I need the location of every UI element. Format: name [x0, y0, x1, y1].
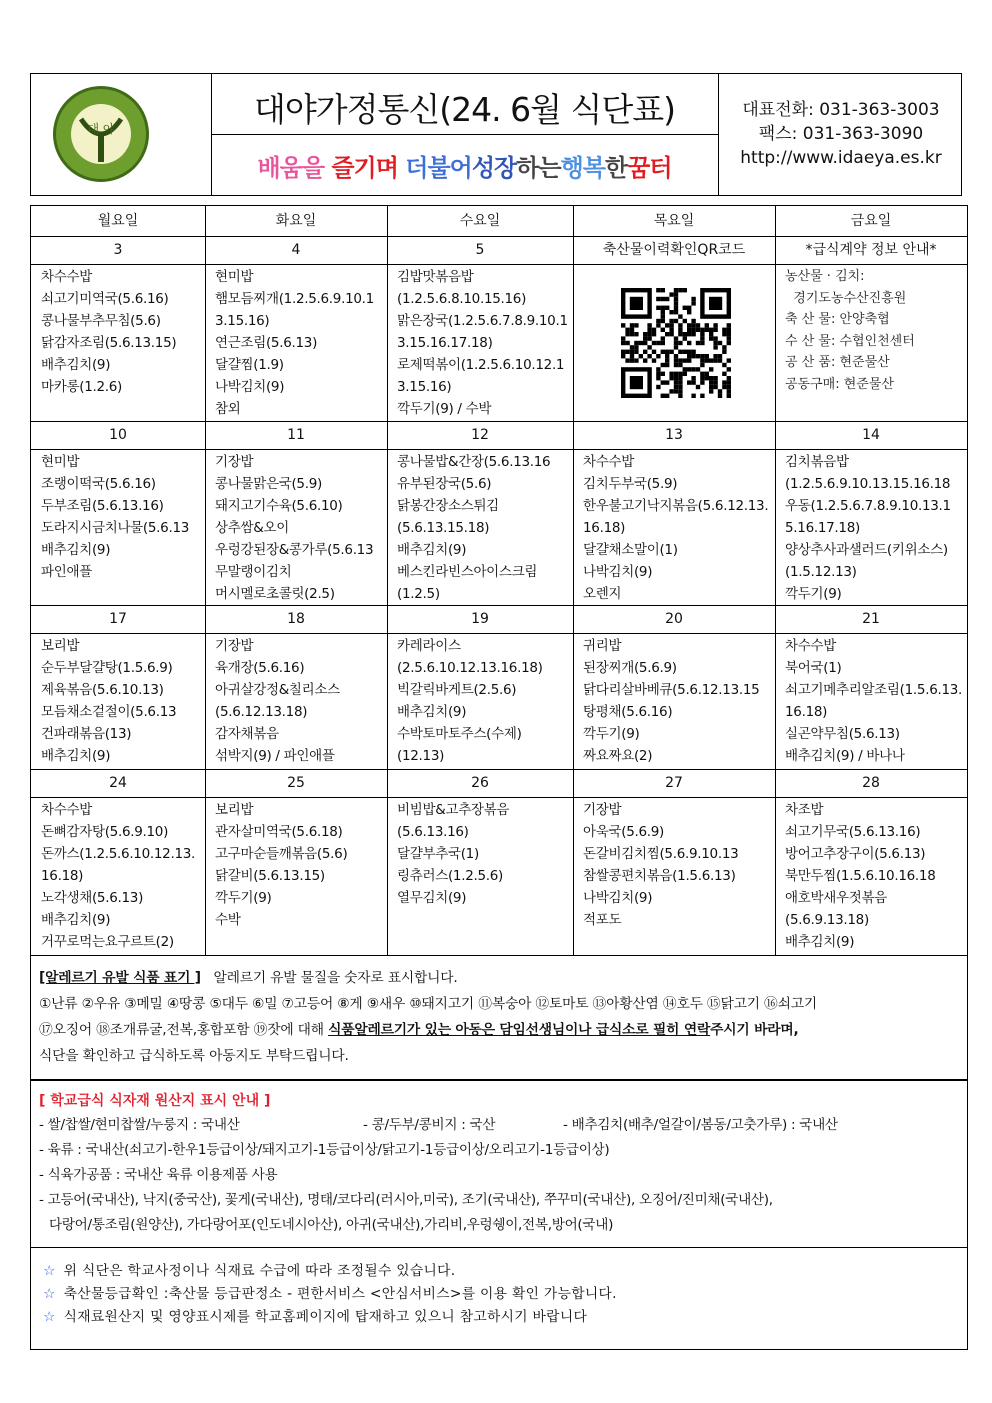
- menu-item: 감자채볶음: [215, 726, 279, 742]
- menu-item: 상추쌈&오이: [215, 520, 289, 536]
- menu-item: 카레라이스: [397, 638, 461, 654]
- menu-item: 고구마순들깨볶음(5.6): [215, 846, 348, 862]
- star-icon: ☆: [43, 1309, 56, 1325]
- slogan-part: 행복: [560, 154, 605, 182]
- menu-item: (5.6.13.16): [397, 824, 469, 840]
- menu-item: 보리밥: [41, 638, 80, 654]
- menu-cell: [31, 633, 205, 769]
- menu-item: 깍두기(9): [785, 586, 842, 602]
- menu-item: 양상추사과샐러드(키위소스)(1.5.12.13): [785, 542, 948, 580]
- menu-item: 북만두찜(1.5.6.10.16.18: [785, 868, 936, 884]
- menu-item: 북어국(1): [785, 660, 842, 676]
- date-label: 17: [109, 611, 127, 627]
- menu-item: 쇠고기무국(5.6.13.16): [785, 824, 921, 840]
- fax-number: 팩스: 031-363-3090: [758, 124, 924, 144]
- menu-item: 비빔밥&고추장볶음: [397, 802, 510, 818]
- menu-cell: [573, 797, 775, 955]
- menu-item: 배추김치(9) / 바나나: [785, 748, 905, 764]
- menu-item: 배추김치(9): [41, 357, 111, 373]
- slogan-part: 한: [604, 154, 628, 182]
- origin-rice: - 쌀/찹쌀/현미찹쌀/누룽지 : 국내산: [39, 1117, 240, 1133]
- origin-seafood-1: - 고등어(국내산), 낙지(중국산), 꽃게(국내산), 명태/코다리(러시아,미국), 조기(국내산), 쭈꾸미(국내산), 오징어/진미채(국내산),: [39, 1192, 773, 1208]
- menu-item: (2.5.6.10.12.13.16.18): [397, 660, 543, 676]
- menu-item: 파인애플: [41, 564, 92, 580]
- weekday-header: 월요일: [97, 213, 139, 229]
- menu-table: [30, 205, 968, 956]
- contact-area: [721, 74, 961, 195]
- date-label: 3: [113, 242, 123, 258]
- menu-item: 건파래볶음(13): [41, 726, 132, 742]
- date-label: 13: [665, 427, 683, 443]
- menu-item: 배추김치(9): [397, 542, 467, 558]
- menu-item: 연근조림(5.6.13): [215, 335, 318, 351]
- weekday-header: 목요일: [653, 213, 695, 229]
- date-label: 25: [287, 775, 305, 791]
- menu-item: (12.13): [397, 748, 445, 764]
- date-label: 축산물이력확인QR코드: [602, 242, 746, 258]
- contract-info-line: 공 산 품: 현준물산: [785, 355, 890, 370]
- allergy-warning: 식품알레르기가 있는 아동은 담임선생님이나 급식소로 필히 연락: [328, 1022, 711, 1038]
- menu-cell: [31, 264, 205, 421]
- menu-item: 탕평채(5.6.16): [583, 704, 673, 720]
- page-title: 대야가정통신(24. 6월 식단표): [254, 90, 675, 129]
- date-label: 21: [862, 611, 880, 627]
- allergy-list-1: ①난류 ②우유 ③메밀 ④땅콩 ⑤대두 ⑥밀 ⑦고등어 ⑧게 ⑨새우 ⑩돼지고기 ⑪복숭아 ⑫토마토 ⑬아황산염 ⑭호두 ⑮닭고기 ⑯쇠고기: [39, 996, 818, 1012]
- slogan-part: 성장: [471, 154, 517, 182]
- menu-item: 우동(1.2.5.6.7.8.9.10.13.15.16.17.18): [785, 498, 951, 536]
- menu-item: (1.2.5): [397, 586, 440, 602]
- date-label: *급식계약 정보 안내*: [805, 242, 937, 258]
- menu-cell: [573, 449, 775, 605]
- slogan: [211, 148, 718, 183]
- menu-cell: [387, 633, 573, 769]
- menu-item: 현미밥: [215, 269, 254, 285]
- menu-item: 기장밥: [583, 802, 622, 818]
- menu-cell: [31, 449, 205, 605]
- menu-cell: [775, 449, 967, 605]
- menu-item: 우렁강된장&콩가루(5.6.13: [215, 542, 374, 558]
- menu-item: 돈까스(1.2.5.6.10.12.13.16.18): [41, 846, 196, 884]
- date-label: 27: [665, 775, 683, 791]
- menu-item: 김치두부국(5.9): [583, 476, 678, 492]
- origin-section: [30, 1080, 968, 1248]
- menu-item: 돈갈비김치찜(5.6.9.10.13: [583, 846, 739, 862]
- menu-item: 콩나물부추무침(5.6): [41, 313, 161, 329]
- menu-item: 달걀찜(1.9): [215, 357, 284, 373]
- menu-cell: [775, 797, 967, 955]
- menu-item: 현미밥: [41, 454, 80, 470]
- menu-item: 유부된장국(5.6): [397, 476, 492, 492]
- logo-area: [31, 74, 212, 195]
- slogan-part: 즐기며: [331, 154, 406, 182]
- menu-item: 배추김치(9): [785, 934, 855, 950]
- menu-item: 노각생채(5.6.13): [41, 890, 144, 906]
- menu-item: 참쌀콩편치볶음(1.5.6.13): [583, 868, 736, 884]
- menu-item: 차조밥: [785, 802, 824, 818]
- menu-item: 달걀채소말이(1): [583, 542, 678, 558]
- menu-item: 링츄러스(1.2.5.6): [397, 868, 504, 884]
- menu-cell: [775, 264, 967, 421]
- logo-text: 대 야: [87, 122, 115, 136]
- menu-item: 오렌지: [583, 586, 622, 602]
- menu-item: 돼지고기수육(5.6.10): [215, 498, 343, 514]
- menu-item: 닭봉간장소스튀김: [397, 498, 499, 514]
- menu-item: 애호박새우젓볶음: [785, 890, 887, 906]
- menu-item: 닭감자조림(5.6.13.15): [41, 335, 177, 351]
- origin-title: [ 학교급식 식자재 원산지 표시 안내 ]: [39, 1093, 271, 1109]
- menu-item: 차수수밥: [41, 802, 92, 818]
- star-icon: ☆: [43, 1286, 56, 1302]
- menu-cell: [573, 633, 775, 769]
- menu-cell: [573, 264, 775, 421]
- menu-cell: [205, 797, 387, 955]
- menu-item: 닭갈비(5.6.13.15): [215, 868, 325, 884]
- menu-item: 관자살미역국(5.6.18): [215, 824, 343, 840]
- menu-item: 콩나물밥&간장(5.6.13.16: [397, 454, 551, 470]
- contract-info-line: 수 산 물: 수협인천센터: [785, 333, 915, 349]
- date-label: 4: [291, 242, 301, 258]
- website-link[interactable]: http://www.idaeya.es.kr: [740, 148, 942, 168]
- note-item: ☆ 위 식단은 학교사정이나 식재료 수급에 따라 조정될수 있습니다.: [43, 1263, 456, 1279]
- menu-item: (5.6.12.13.18): [215, 704, 308, 720]
- menu-item: 배추김치(9): [397, 704, 467, 720]
- allergy-section: [30, 955, 968, 1080]
- menu-item: 아귀살강정&칠리소스: [215, 682, 340, 698]
- menu-item: 콩나물맑은국(5.9): [215, 476, 322, 492]
- menu-item: 닭다리살바베큐(5.6.12.13.15: [583, 682, 760, 698]
- menu-item: 나박김치(9): [583, 564, 653, 580]
- date-label: 24: [109, 775, 127, 791]
- menu-item: 쇠고기메추리알조림(1.5.6.13.16.18): [785, 682, 963, 720]
- menu-item: 베스킨라빈스아이스크림: [397, 564, 538, 580]
- menu-item: (5.6.13.15.18): [397, 520, 490, 536]
- menu-item: 한우불고기낙지볶음(5.6.12.13.16.18): [583, 498, 769, 536]
- qr-code-icon[interactable]: [621, 288, 731, 398]
- menu-cell: [205, 449, 387, 605]
- menu-cell: [205, 633, 387, 769]
- date-label: 28: [862, 775, 880, 791]
- notes-section: [30, 1248, 968, 1350]
- menu-item: 김치볶음밥: [785, 454, 849, 470]
- menu-item: 나박김치(9): [583, 890, 653, 906]
- menu-cell: [387, 797, 573, 955]
- date-label: 20: [665, 611, 683, 627]
- menu-item: 열무김치(9): [397, 890, 467, 906]
- menu-item: 맑은장국(1.2.5.6.7.8.9.10.13.15.16.17.18): [397, 313, 568, 351]
- menu-item: 귀리밥: [583, 638, 622, 654]
- menu-cell: [31, 797, 205, 955]
- menu-item: 기장밥: [215, 454, 254, 470]
- date-label: 10: [109, 427, 127, 443]
- star-icon: ☆: [43, 1263, 56, 1279]
- origin-beans: - 콩/두부/콩비지 : 국산: [363, 1117, 496, 1133]
- menu-cell: [205, 264, 387, 421]
- note-item: ☆ 축산물등급확인 :축산물 등급판정소 - 편한서비스 <안심서비스>를 이용 확인 가능합니다.: [43, 1286, 617, 1302]
- menu-item: 섞박지(9) / 파인애플: [215, 748, 335, 764]
- allergy-intro: 알레르기 유발 물질을 숫자로 표시합니다.: [213, 970, 458, 986]
- menu-item: 순두부달걀탕(1.5.6.9): [41, 660, 173, 676]
- date-label: 11: [287, 427, 305, 443]
- menu-item: 적포도: [583, 912, 622, 928]
- menu-item: (1.2.5.6.8.10.15.16): [397, 291, 527, 307]
- slogan-part: 더불어: [405, 154, 472, 182]
- school-logo-icon: [53, 86, 149, 182]
- weekday-header: 금요일: [850, 213, 892, 229]
- menu-item: 차수수밥: [583, 454, 634, 470]
- menu-item: 도라지시금치나물(5.6.13: [41, 520, 190, 536]
- menu-item: 수박토마토주스(수제): [397, 726, 522, 742]
- menu-item: 달걀부추국(1): [397, 846, 479, 862]
- menu-item: 보리밥: [215, 802, 254, 818]
- menu-item: 햄모듬찌개(1.2.5.6.9.10.13.15.16): [215, 291, 374, 329]
- menu-item: (1.2.5.6.9.10.13.15.16.18: [785, 476, 951, 492]
- date-label: 14: [862, 427, 880, 443]
- origin-meat: - 육류 : 국내산(쇠고기-한우1등급이상/돼지고기-1등급이상/닭고기-1등급이상/오리고기-1등급이상): [39, 1142, 610, 1158]
- menu-item: 빅갈릭바게트(2.5.6): [397, 682, 517, 698]
- slogan-part: 하는: [516, 154, 561, 182]
- slogan-part: 꿈터: [627, 154, 672, 182]
- menu-item: 제육볶음(5.6.10.13): [41, 682, 164, 698]
- allergy-heading: [알레르기 유발 식품 표기 ]: [39, 970, 201, 986]
- menu-item: 수박: [215, 912, 241, 928]
- menu-item: 머시멜로초콜릿(2.5): [215, 586, 335, 602]
- menu-item: 나박김치(9): [215, 379, 285, 395]
- menu-item: 거꾸로먹는요구르트(2): [41, 934, 174, 950]
- contract-info-line: 공동구매: 현준물산: [785, 376, 894, 392]
- weekday-header: 화요일: [275, 213, 317, 229]
- menu-item: 된장찌개(5.6.9): [583, 660, 677, 676]
- contract-info-line: 축 산 물: 안양축협: [785, 312, 890, 327]
- menu-item: 육개장(5.6.16): [215, 660, 305, 676]
- contract-info-line: 농산물 · 김치:: [785, 269, 865, 284]
- slogan-part: 배움을: [257, 154, 332, 182]
- menu-item: 배추김치(9): [41, 748, 111, 764]
- menu-item: 짜요짜요(2): [583, 748, 653, 764]
- menu-cell: [387, 449, 573, 605]
- menu-item: 돈뼈감자탕(5.6.9.10): [41, 824, 169, 840]
- origin-processed-meat: - 식육가공품 : 국내산 육류 이용제품 사용: [39, 1167, 278, 1183]
- menu-item: 무말랭이김치: [215, 564, 292, 580]
- menu-item: 참외: [215, 401, 241, 417]
- date-label: 19: [471, 611, 489, 627]
- weekday-header: 수요일: [459, 213, 501, 229]
- origin-kimchi: - 배추김치(배추/얼갈이/봄동/고춧가루) : 국내산: [563, 1117, 838, 1133]
- menu-item: 배추김치(9): [41, 912, 111, 928]
- title-area: [211, 74, 719, 195]
- menu-item: 모듬채소겉절이(5.6.13: [41, 704, 177, 720]
- date-label: 5: [475, 242, 485, 258]
- menu-item: 차수수밥: [41, 269, 92, 285]
- contract-info-line: 경기도농수산진흥원: [785, 290, 907, 306]
- menu-item: 방어고추장구이(5.6.13): [785, 846, 926, 862]
- menu-item: 깍두기(9): [215, 890, 272, 906]
- origin-seafood-2: 다랑어/통조림(원양산), 가다랑어포(인도네시아산), 아귀(국내산),가리비,우렁쉥이,전복,방어(국내): [49, 1217, 614, 1233]
- date-label: 12: [471, 427, 489, 443]
- date-label: 26: [471, 775, 489, 791]
- note-item: ☆ 식재료원산지 및 영양표시제를 학교홈페이지에 탑재하고 있으니 참고하시기 바랍니다: [43, 1309, 588, 1325]
- menu-item: 차수수밥: [785, 638, 836, 654]
- phone-number: 대표전화: 031-363-3003: [742, 100, 940, 120]
- menu-cell: [387, 264, 573, 421]
- menu-item: (5.6.9.13.18): [785, 912, 869, 928]
- allergy-warning-end: 주시기 바라며,: [710, 1022, 799, 1038]
- menu-item: 아욱국(5.6.9): [583, 824, 665, 840]
- menu-item: 두부조림(5.6.13.16): [41, 498, 164, 514]
- menu-item: 깍두기(9): [583, 726, 640, 742]
- menu-item: 쇠고기미역국(5.6.16): [41, 291, 169, 307]
- menu-item: 김밥맛볶음밥: [397, 269, 474, 285]
- date-label: 18: [287, 611, 305, 627]
- allergy-list-2: ⑰오징어 ⑱조개류굴,전복,홍합포함 ⑲잣에 대해: [39, 1022, 329, 1038]
- menu-item: 실곤약무침(5.6.13): [785, 726, 900, 742]
- menu-cell: [775, 633, 967, 769]
- menu-item: 로제떡볶이(1.2.5.6.10.12.13.15.16): [397, 357, 565, 395]
- menu-item: 깍두기(9) / 수박: [397, 401, 492, 417]
- header: [30, 73, 962, 196]
- allergy-closing: 식단을 확인하고 급식하도록 아동지도 부탁드립니다.: [39, 1048, 349, 1064]
- title-divider: [211, 134, 718, 135]
- menu-item: 기장밥: [215, 638, 254, 654]
- menu-item: 마카롱(1.2.6): [41, 379, 123, 395]
- menu-item: 조랭이떡국(5.6.16): [41, 476, 156, 492]
- menu-item: 배추김치(9): [41, 542, 111, 558]
